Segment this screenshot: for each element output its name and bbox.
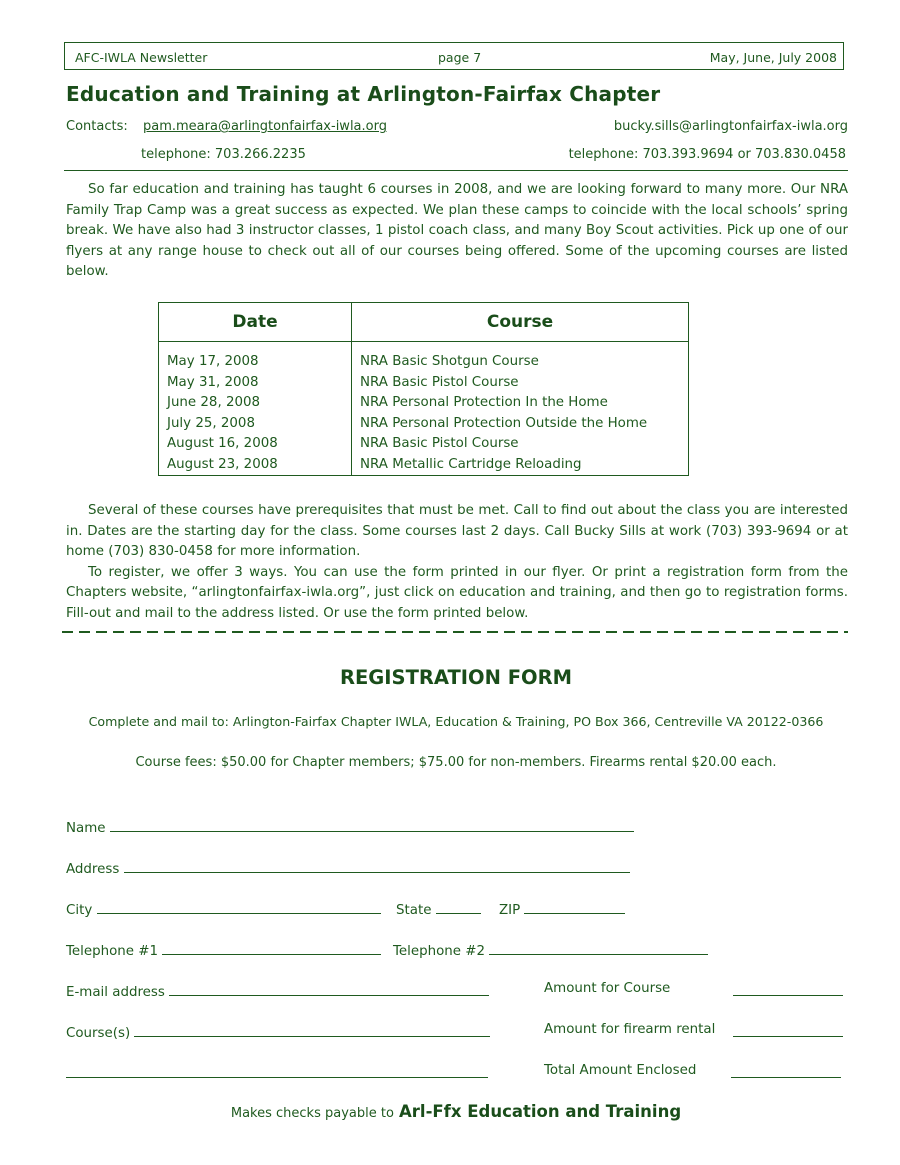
course-column-header: Course: [352, 303, 689, 342]
extra-courses-row: [66, 1063, 488, 1082]
contact1-email-link[interactable]: pam.meara@arlingtonfairfax-iwla.org: [143, 119, 387, 134]
payable-note: [0, 1102, 900, 1121]
course-date: August 16, 2008: [159, 434, 352, 455]
contact1-phone: telephone: 703.266.2235: [141, 147, 306, 162]
table-row: [159, 434, 689, 455]
mailing-instructions: Complete and mail to: Arlington-Fairfax Chapter IWLA, Education & Training, PO Box 366, Centreville VA 20122-0366: [88, 714, 824, 729]
amount-rental-field[interactable]: [733, 1022, 843, 1037]
telephone2-row: [393, 940, 708, 959]
telephone2-label: Telephone #2: [393, 944, 486, 959]
table-row: [159, 393, 689, 414]
course-name: NRA Metallic Cartridge Reloading: [360, 456, 582, 472]
zip-field[interactable]: [524, 899, 625, 914]
course-date: June 28, 2008: [159, 393, 352, 414]
courses-label: Course(s): [66, 1026, 131, 1041]
telephone2-field[interactable]: [489, 940, 708, 955]
course-name: NRA Basic Pistol Course: [360, 374, 519, 390]
newsletter-name: AFC-IWLA Newsletter: [75, 50, 208, 65]
issue-date: May, June, July 2008: [709, 50, 837, 65]
extra-courses-field[interactable]: [66, 1063, 488, 1078]
email-field[interactable]: [169, 981, 489, 996]
state-row: [396, 899, 481, 918]
course-date: July 25, 2008: [159, 414, 352, 435]
city-field[interactable]: [97, 899, 381, 914]
total-amount-field[interactable]: [731, 1063, 841, 1078]
city-row: [66, 899, 381, 918]
course-date: August 23, 2008: [159, 455, 352, 476]
email-row: [66, 981, 489, 1000]
state-field[interactable]: [436, 899, 481, 914]
table-row: [159, 342, 689, 373]
payable-to: Arl-Ffx Education and Training: [399, 1102, 682, 1121]
address-label: Address: [66, 862, 120, 877]
total-amount-row: [731, 1063, 841, 1082]
intro-paragraph: [66, 180, 848, 283]
course-name: NRA Basic Pistol Course: [360, 436, 519, 451]
course-fees: Course fees: $50.00 for Chapter members; $75.00 for non-members. Firearms rental $20.00 each.: [135, 755, 777, 770]
name-field[interactable]: [110, 817, 634, 832]
contact2-phone: telephone: 703.393.9694 or 703.830.0458: [568, 147, 846, 162]
name-row: [66, 817, 634, 836]
register-text: To register, we offer 3 ways. You can use the form printed in our flyer. Or print a registration form from the Chapters website, “arlingtonfairfax-iwla.org”, just click on education and training, and then go to registration forms. Fill-out and mail to the address listed. Or use the form printed below.: [66, 564, 848, 621]
email-label: E-mail address: [66, 985, 165, 1000]
article-title: Education and Training at Arlington-Fairfax Chapter: [66, 82, 661, 106]
telephone1-field[interactable]: [162, 940, 381, 955]
table-row: [159, 414, 689, 435]
course-date: May 31, 2008: [159, 373, 352, 394]
amount-rental-row: [733, 1022, 843, 1041]
course-schedule-table: [158, 302, 689, 476]
table-row: [159, 373, 689, 394]
course-name: NRA Personal Protection Outside the Home: [360, 415, 648, 431]
zip-row: [499, 899, 625, 918]
city-label: City: [66, 903, 93, 918]
table-row: [159, 455, 689, 476]
contacts-label: Contacts:: [66, 119, 128, 134]
date-column-header: Date: [159, 303, 352, 342]
contacts-divider: [64, 170, 848, 171]
zip-label: ZIP: [499, 903, 521, 918]
amount-course-label: Amount for Course: [544, 981, 671, 996]
courses-field[interactable]: [134, 1022, 490, 1037]
page-number: page 7: [438, 50, 482, 65]
contact2-email: bucky.sills@arlingtonfairfax-iwla.org: [613, 119, 848, 134]
course-name: NRA Basic Shotgun Course: [360, 354, 539, 369]
address-field[interactable]: [124, 858, 630, 873]
total-amount-label: Total Amount Enclosed: [544, 1063, 697, 1078]
name-label: Name: [66, 821, 106, 836]
intro-text: So far education and training has taught 6 courses in 2008, and we are looking forward to many more. Our NRA Family Trap Camp was a great success as expected. We plan these camps to coincide with the local schools’ spring break. We have also had 3 instructor classes, 1 pistol coach class, and many Boy Scout activities. Pick up one of our flyers at any range house to check out all of our courses being offered. Some of the upcoming courses are listed below.: [66, 182, 848, 279]
course-date: May 17, 2008: [159, 342, 352, 373]
cut-line: [62, 631, 848, 633]
address-row: [66, 858, 630, 877]
payable-prefix: Makes checks payable to: [230, 1106, 394, 1121]
telephone1-row: [66, 940, 381, 959]
amount-course-row: [733, 981, 843, 1000]
course-name: NRA Personal Protection In the Home: [360, 395, 608, 410]
newsletter-header: [64, 42, 844, 70]
amount-rental-label: Amount for firearm rental: [544, 1022, 716, 1037]
amount-course-field[interactable]: [733, 981, 843, 996]
info-paragraphs: [66, 501, 848, 624]
registration-form-title: REGISTRATION FORM: [339, 666, 573, 689]
telephone1-label: Telephone #1: [66, 944, 159, 959]
prerequisites-text: Several of these courses have prerequisites that must be met. Call to find out about the class you are interested in. Dates are the starting day for the class. Some courses last 2 days. Call Bucky Sills at work (703) 393-9694 or at home (703) 830-0458 for more information.: [66, 503, 848, 559]
courses-row: [66, 1022, 490, 1041]
state-label: State: [396, 903, 432, 918]
